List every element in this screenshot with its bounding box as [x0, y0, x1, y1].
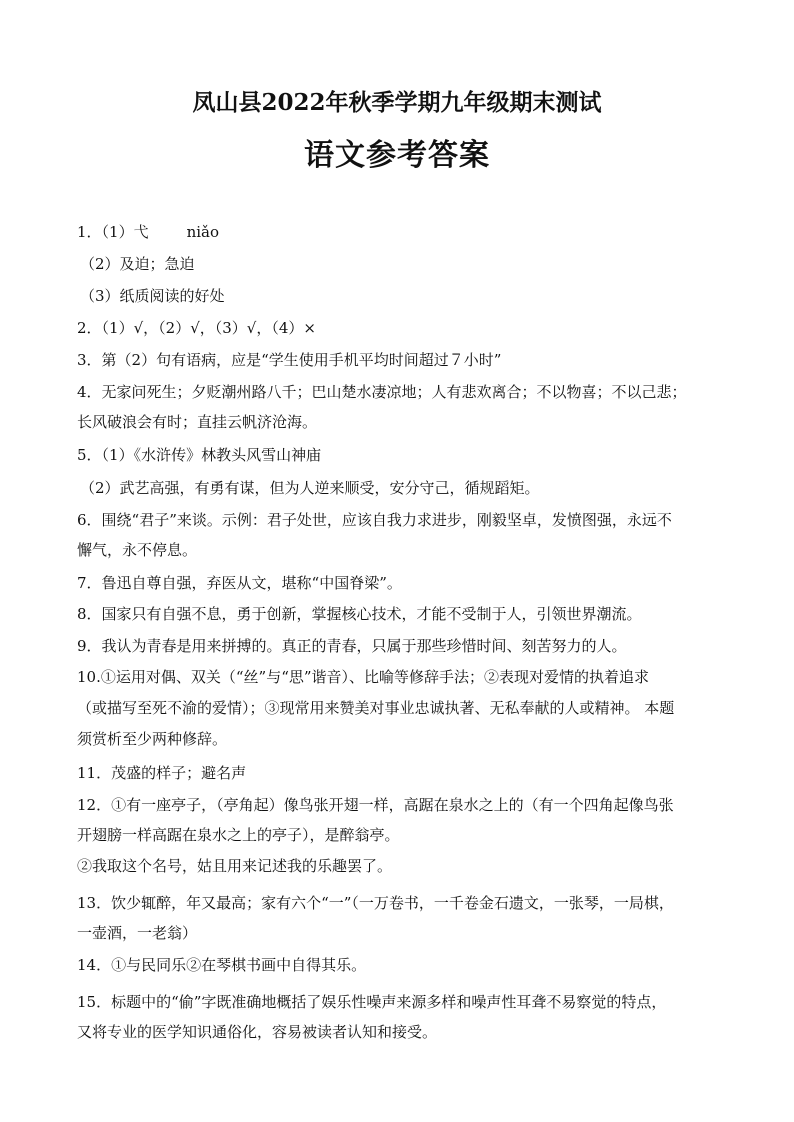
answer-1-pinyin: niǎo — [186, 223, 220, 241]
answer-line-19: 12．①有一座亭子，（亭角起）像鸟张开翅一样，高踞在泉水之上的（有一个四角起像鸟张 — [77, 796, 674, 814]
answer-line-14: 9．我认为青春是用来拼搏的。真正的青春，只属于那些珍惜时间、刻苦努力的人。 — [77, 637, 627, 655]
answer-line-10: 6．围绕“君子”来谈。示例：君子处世，应该自我力求进步，刚毅坚卓，发愤图强，永远不 — [77, 511, 672, 529]
answer-line-15: 10.①运用对偶、双关（“丝”与“思”谐音）、比喻等修辞手法；②表现对爱情的执着追求 — [77, 668, 650, 686]
answer-line-13: 8．国家只有自强不息，勇于创新，掌握核心技术，才能不受制于人，引领世界潮流。 — [77, 605, 642, 623]
answer-line-22: 13．饮少辄醉，年又最高；家有六个“一”（一万卷书，一千卷金石遗文，一张琴，一局棋， — [77, 894, 674, 912]
answer-line-12: 7．鲁迅自尊自强，弃医从文，堪称“中国脊梁”。 — [77, 574, 402, 592]
answer-line-21: ②我取这个名号，姑且用来记述我的乐趣罢了。 — [77, 857, 393, 875]
answer-line-3: （3）纸质阅读的好处 — [80, 287, 225, 305]
answer-line-16: （或描写至死不渝的爱情）；③现常用来赞美对事业忠诚执著、无私奉献的人或精神。 本题 — [77, 699, 675, 717]
answer-line-2: （2）及迫；急迫 — [80, 255, 195, 273]
answer-line-1 — [77, 222, 725, 242]
answer-line-17: 须赏析至少两种修辞。 — [77, 730, 228, 748]
exam-title: 凤山县2022年秋季学期九年级期末测试 — [192, 89, 602, 116]
answer-line-25: 15．标题中的“偷”字既准确地概括了娱乐性噪声来源多样和噪声性耳聋不易察觉的特点， — [77, 993, 667, 1011]
answer-line-6: 4．无家问死生；夕贬潮州路八千；巴山楚水凄凉地；人有悲欢离合；不以物喜；不以己悲； — [77, 383, 687, 401]
answer-line-7: 长风破浪会有时；直挂云帆济沧海。 — [77, 413, 318, 431]
answer-line-26: 又将专业的医学知识通俗化，容易被读者认知和接受。 — [77, 1023, 438, 1041]
answer-line-20: 开翅膀一样高踞在泉水之上的亭子），是醉翁亭。 — [77, 826, 400, 844]
answer-line-4: 2．（1）√，（2）√，（3）√，（4）× — [77, 319, 316, 337]
answer-1-part-a: 1．（1）弋 — [77, 223, 149, 241]
answer-line-23: 一壶酒，一老翁） — [77, 924, 198, 942]
answer-line-11: 懈气，永不停息。 — [77, 541, 198, 559]
answer-line-18: 11．茂盛的样子；避名声 — [77, 764, 247, 782]
answer-key-title: 语文参考答案 — [304, 138, 490, 173]
answer-line-5: 3．第（2）句有语病，应是“学生使用手机平均时间超过７小时” — [77, 351, 502, 369]
answer-line-9: （2）武艺高强，有勇有谋，但为人逆来顺受，安分守己，循规蹈矩。 — [80, 479, 540, 497]
answer-line-8: 5．（1）《水浒传》林教头风雪山神庙 — [77, 446, 322, 464]
answer-line-24: 14．①与民同乐②在琴棋书画中自得其乐。 — [77, 956, 367, 974]
